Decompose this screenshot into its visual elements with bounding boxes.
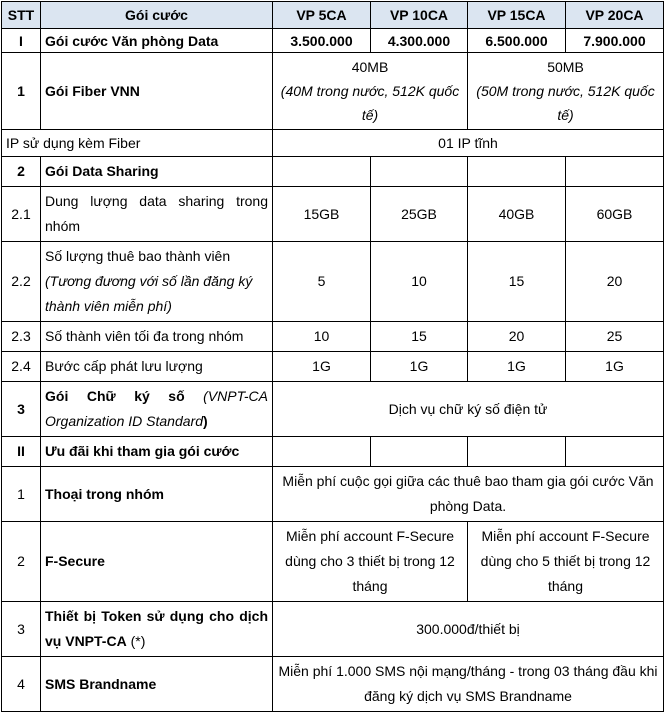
- signature-note: (VNPT-CA Organization ID Standard: [45, 388, 268, 429]
- row-2-3-vp15ca: 20: [468, 322, 566, 352]
- row-2-4-vp5ca: 1G: [273, 352, 371, 382]
- token-row: [2, 602, 664, 657]
- row-2-1: [2, 187, 664, 242]
- row-2-2-vp20ca: 20: [566, 242, 664, 322]
- header-plan-vp10ca: VP 10CA: [371, 2, 468, 29]
- ip-row: [2, 130, 664, 157]
- row-2-1-vp15ca: 40GB: [468, 187, 566, 242]
- fiber-row: [2, 53, 664, 130]
- row-2-1-label: Dung lượng data sharing trong nhóm: [41, 187, 273, 242]
- row-2-4-stt: 2.4: [2, 352, 41, 382]
- section-ii-empty-4: [566, 437, 664, 467]
- row-2-2-stt: 2.2: [2, 242, 41, 322]
- token-suffix: (*): [126, 633, 146, 649]
- ip-value: 01 IP tĩnh: [273, 130, 664, 157]
- section-ii-stt: II: [2, 437, 41, 467]
- row-2-1-vp5ca: 15GB: [273, 187, 371, 242]
- section-i-row: [2, 29, 664, 53]
- row-2-4-label: Bước cấp phát lưu lượng: [41, 352, 273, 382]
- row-2-3-vp10ca: 15: [371, 322, 468, 352]
- section-i-stt: I: [2, 29, 41, 53]
- fsecure-label: F-Secure: [41, 522, 273, 602]
- signature-stt: 3: [2, 382, 41, 437]
- price-vp15ca: 6.500.000: [468, 29, 566, 53]
- row-2-1-vp10ca: 25GB: [371, 187, 468, 242]
- row-2-2-vp10ca: 10: [371, 242, 468, 322]
- row-2-2: [2, 242, 664, 322]
- voice-label: Thoại trong nhóm: [41, 467, 273, 522]
- data-sharing-row: [2, 157, 664, 187]
- sms-value: Miễn phí 1.000 SMS nội mạng/tháng - trong 03 tháng đầu khi đăng ký dịch vụ SMS Brandname: [273, 657, 664, 712]
- header-plan-vp20ca: VP 20CA: [566, 2, 664, 29]
- sms-label: SMS Brandname: [41, 657, 273, 712]
- row-2-2-label-cell: [41, 242, 273, 322]
- fiber-40mb-note: (40M trong nước, 512K quốc tế): [280, 83, 460, 123]
- fiber-50mb-note: (50M trong nước, 512K quốc tế): [476, 83, 655, 123]
- row-2-4-vp10ca: 1G: [371, 352, 468, 382]
- voice-value: Miễn phí cuộc gọi giữa các thuê bao tham gia gói cước Văn phòng Data.: [273, 467, 664, 522]
- row-2-4: [2, 352, 664, 382]
- signature-note-close: ): [202, 413, 208, 429]
- section-i-label: Gói cước Văn phòng Data: [41, 29, 273, 53]
- row-2-4-vp15ca: 1G: [468, 352, 566, 382]
- fiber-option-50mb: [468, 53, 664, 130]
- fiber-option-40mb: [273, 53, 468, 130]
- signature-label: Gói Chữ ký số: [45, 388, 185, 404]
- sms-stt: 4: [2, 657, 41, 712]
- sms-row: [2, 657, 664, 712]
- row-2-3-stt: 2.3: [2, 322, 41, 352]
- header-stt: STT: [2, 2, 41, 29]
- data-sharing-empty-4: [566, 157, 664, 187]
- fsecure-value-large: Miễn phí account F-Secure dùng cho 5 thiết bị trong 12 tháng: [468, 522, 664, 602]
- row-2-1-stt: 2.1: [2, 187, 41, 242]
- row-2-3-label: Số thành viên tối đa trong nhóm: [41, 322, 273, 352]
- token-stt: 3: [2, 602, 41, 657]
- fsecure-row: [2, 522, 664, 602]
- section-ii-row: [2, 437, 664, 467]
- signature-label-cell: [41, 382, 273, 437]
- row-2-3: [2, 322, 664, 352]
- signature-row: [2, 382, 664, 437]
- token-label-cell: [41, 602, 273, 657]
- fsecure-value-small: Miễn phí account F-Secure dùng cho 3 thiết bị trong 12 tháng: [273, 522, 468, 602]
- fiber-stt: 1: [2, 53, 41, 130]
- ip-label: IP sử dụng kèm Fiber: [2, 130, 273, 157]
- price-vp20ca: 7.900.000: [566, 29, 664, 53]
- row-2-2-note: (Tương đương với số lần đăng ký thành viên miễn phí): [45, 273, 253, 314]
- row-2-2-vp5ca: 5: [273, 242, 371, 322]
- price-vp10ca: 4.300.000: [371, 29, 468, 53]
- signature-value: Dịch vụ chữ ký số điện tử: [273, 382, 664, 437]
- data-sharing-stt: 2: [2, 157, 41, 187]
- section-ii-empty-2: [371, 437, 468, 467]
- header-package: Gói cước: [41, 2, 273, 29]
- row-2-4-vp20ca: 1G: [566, 352, 664, 382]
- voice-row: [2, 467, 664, 522]
- row-2-1-vp20ca: 60GB: [566, 187, 664, 242]
- data-sharing-empty-1: [273, 157, 371, 187]
- table-header-row: [2, 2, 664, 29]
- token-label: Thiết bị Token sử dụng cho dịch vụ VNPT-CA: [45, 608, 268, 649]
- row-2-3-vp5ca: 10: [273, 322, 371, 352]
- header-plan-vp5ca: VP 5CA: [273, 2, 371, 29]
- voice-stt: 1: [2, 467, 41, 522]
- row-2-2-vp15ca: 15: [468, 242, 566, 322]
- row-2-3-vp20ca: 25: [566, 322, 664, 352]
- data-sharing-empty-3: [468, 157, 566, 187]
- section-ii-empty-1: [273, 437, 371, 467]
- fsecure-stt: 2: [2, 522, 41, 602]
- section-ii-label: Ưu đãi khi tham gia gói cước: [41, 437, 273, 467]
- fiber-label: Gói Fiber VNN: [41, 53, 273, 130]
- fiber-40mb-speed: 40MB: [351, 59, 389, 75]
- data-sharing-label: Gói Data Sharing: [41, 157, 273, 187]
- header-plan-vp15ca: VP 15CA: [468, 2, 566, 29]
- price-vp5ca: 3.500.000: [273, 29, 371, 53]
- row-2-2-label: Số lượng thuê bao thành viên: [45, 248, 231, 264]
- fiber-50mb-speed: 50MB: [547, 59, 584, 75]
- data-sharing-empty-2: [371, 157, 468, 187]
- package-table: [1, 1, 664, 712]
- section-ii-empty-3: [468, 437, 566, 467]
- token-value: 300.000đ/thiết bị: [273, 602, 664, 657]
